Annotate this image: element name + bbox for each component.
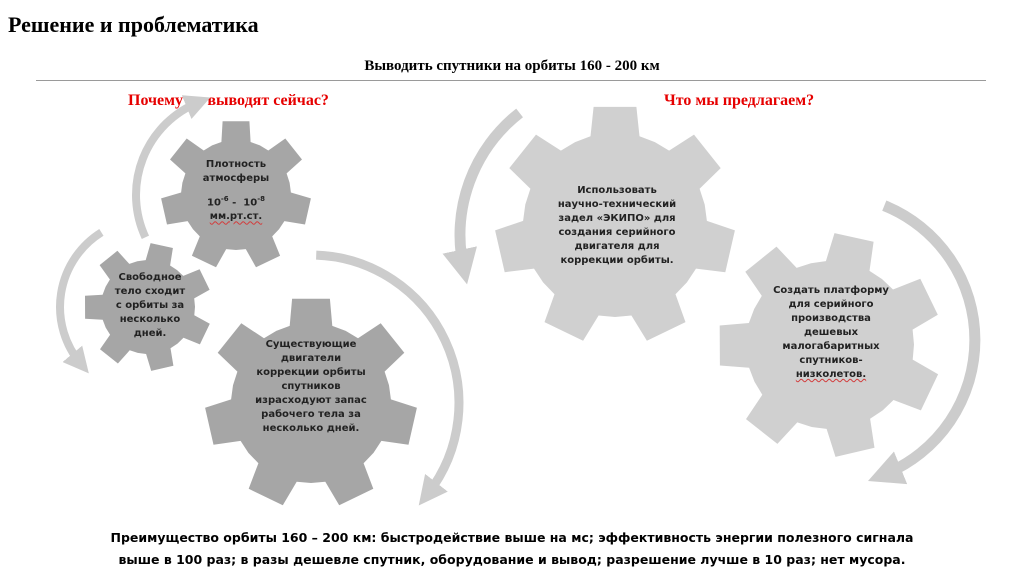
- density-line-2: атмосферы: [202, 173, 270, 184]
- bottom-advantages-text: [0, 527, 1024, 571]
- gear-text-density: [181, 158, 291, 224]
- gear-text-ekipo: Использовать научно-технический задел «ЭКИПО» для создания серийного двигателя для коррекции орбиты.: [557, 185, 677, 266]
- page-title: Решение и проблематика: [8, 12, 259, 37]
- gear-text-free-body: Свободное тело сходит с орбиты за несколько дней.: [114, 272, 186, 339]
- bottom-line-2: выше в 100 раз; в разы дешевле спутник, оборудование и вывод; разрешение лучше в 10 раз; нет мусора.: [118, 552, 906, 567]
- subtitle: Выводить спутники на орбиты 160 - 200 км: [364, 58, 660, 74]
- density-unit: мм.рт.ст.: [209, 211, 263, 223]
- gear-text-platform: Создать платформу для серийного производства дешевых малогабаритных спутников- низколетов.: [773, 285, 889, 380]
- density-pressure: $10^{-6} - 10^{-8}$: [206, 195, 265, 209]
- bottom-line-1: Преимущество орбиты 160 – 200 км: быстродействие выше на мс; эффективность энергии полезного сигнала: [110, 530, 914, 545]
- gear-text-engines: Существующие двигатели коррекции орбиты спутников израсходуют запас рабочего тела за несколько дней.: [255, 339, 367, 434]
- heading-what-we-offer: Что мы предлагаем?: [664, 92, 815, 109]
- heading-why-not-now: Почему не выводят сейчас?: [128, 92, 329, 109]
- density-line-1: Плотность: [205, 159, 267, 170]
